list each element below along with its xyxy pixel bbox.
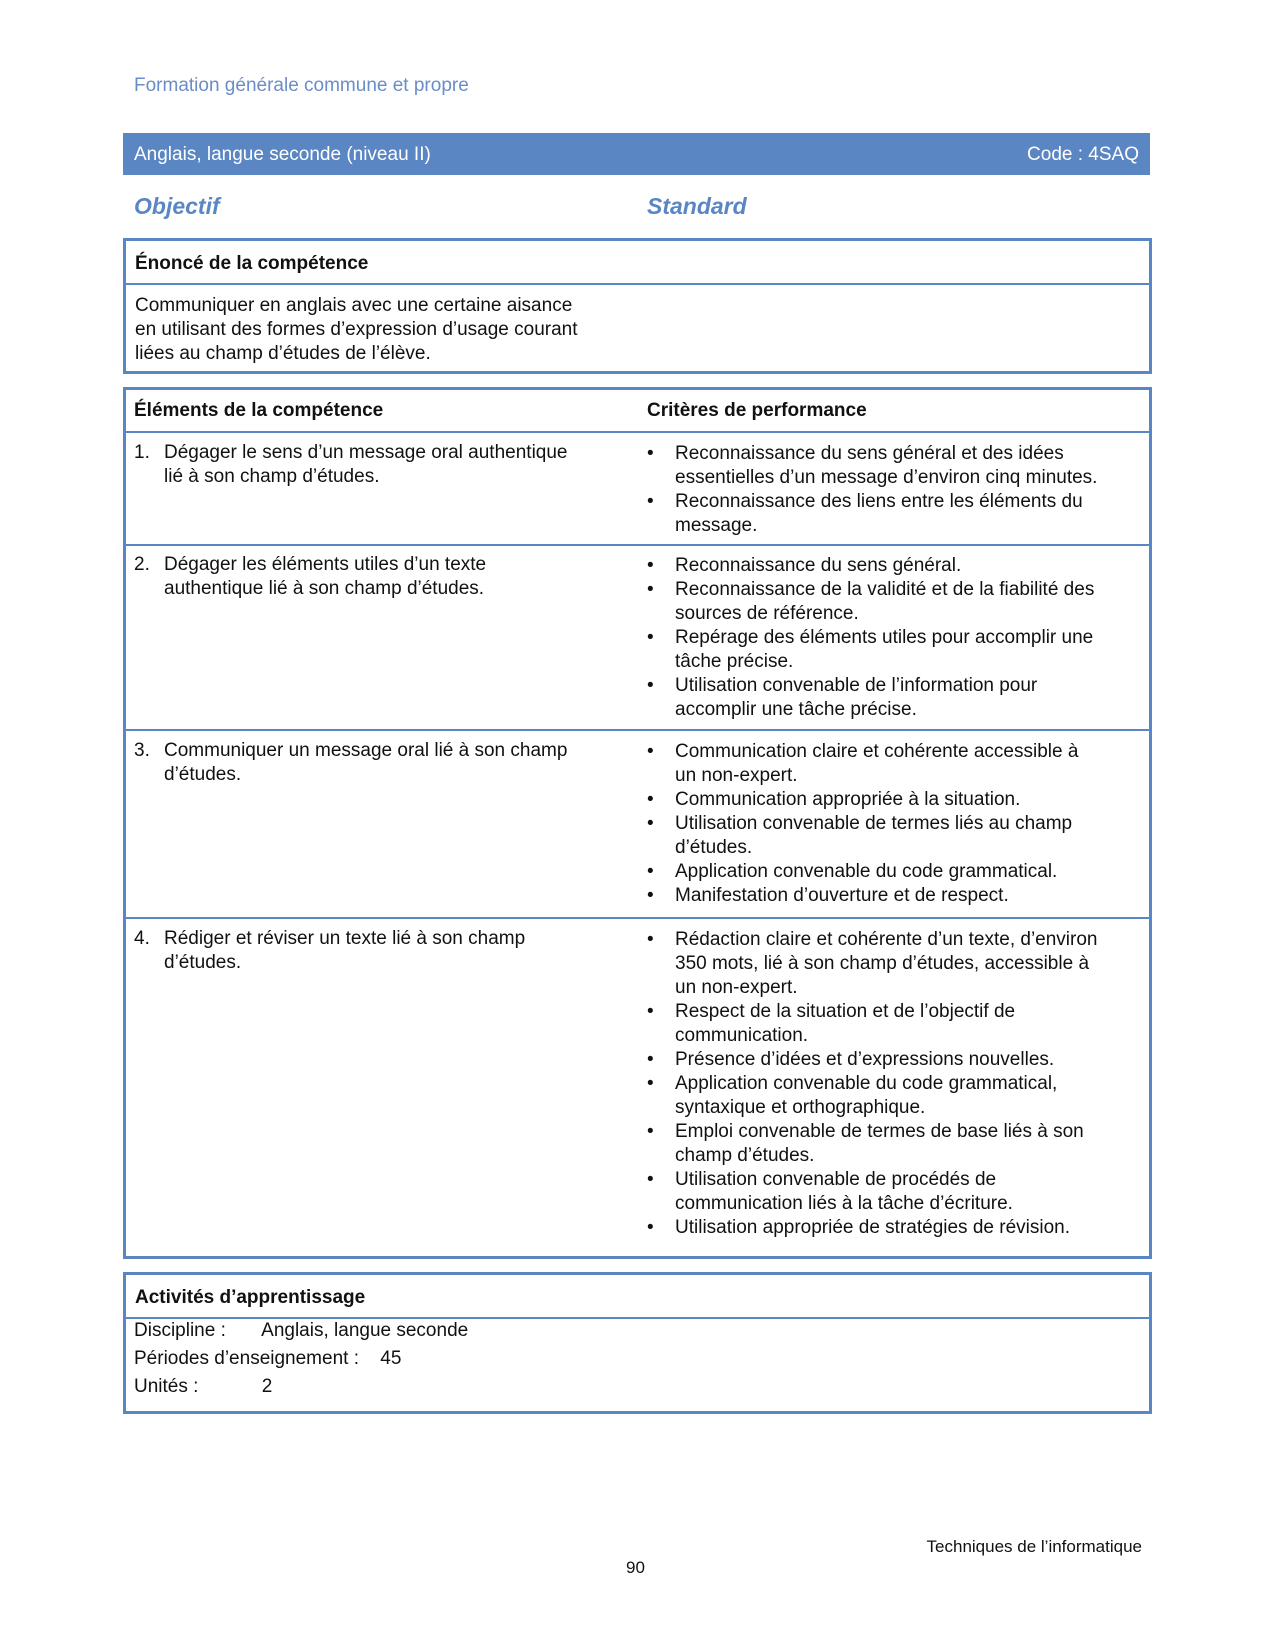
units-label: Unités : bbox=[134, 1376, 199, 1397]
standard-heading: Standard bbox=[647, 193, 747, 219]
periods-row bbox=[134, 1348, 401, 1370]
criterion-item: • Reconnaissance du sens général. bbox=[645, 554, 1143, 578]
element-line: Rédiger et réviser un texte lié à son champ bbox=[164, 928, 526, 949]
element-number: 2. bbox=[134, 554, 150, 575]
periods-label: Périodes d’enseignement : bbox=[134, 1348, 359, 1369]
units-value: 2 bbox=[261, 1376, 273, 1397]
criterion-item: • Utilisation convenable de l’information pour accomplir une tâche précise. bbox=[645, 674, 1143, 722]
element-number: 4. bbox=[134, 928, 150, 949]
element-line: Dégager le sens d’un message oral authentique bbox=[164, 442, 568, 463]
criterion-item: • Application convenable du code grammatical. bbox=[645, 860, 1143, 884]
criterion-item: • Emploi convenable de termes de base liés à son champ d’études. bbox=[645, 1120, 1143, 1168]
criterion-item: • Utilisation appropriée de stratégies de révision. bbox=[645, 1216, 1143, 1240]
element-row-2 bbox=[134, 553, 486, 601]
criterion-item: • Application convenable du code grammatical, syntaxique et orthographique. bbox=[645, 1072, 1143, 1120]
element-line: Dégager les éléments utiles d’un texte bbox=[164, 554, 487, 575]
criterion-item: • Respect de la situation et de l’objectif de communication. bbox=[645, 1000, 1143, 1048]
element-number: 1. bbox=[134, 442, 150, 463]
course-code: Code : 4SAQ bbox=[1027, 144, 1139, 165]
page-number: 90 bbox=[626, 1558, 645, 1577]
criterion-item: • Communication appropriée à la situation. bbox=[645, 788, 1143, 812]
objective-heading: Objectif bbox=[134, 193, 220, 219]
units-row bbox=[134, 1376, 272, 1398]
criteria-list-1 bbox=[645, 442, 1143, 538]
element-row-1 bbox=[134, 441, 568, 489]
criterion-item: • Manifestation d’ouverture et de respect. bbox=[645, 884, 1143, 908]
course-title-bar bbox=[123, 133, 1150, 175]
element-row-4 bbox=[134, 927, 525, 975]
elements-heading: Éléments de la compétence bbox=[134, 400, 384, 421]
statement-line: Communiquer en anglais avec une certaine aisance bbox=[135, 295, 573, 316]
criterion-item: • Utilisation convenable de procédés de communication liés à la tâche d’écriture. bbox=[645, 1168, 1143, 1216]
discipline-value: Anglais, langue seconde bbox=[261, 1320, 469, 1341]
activities-box bbox=[123, 1272, 1152, 1414]
criteria-list-3 bbox=[645, 740, 1143, 908]
element-row-3 bbox=[134, 739, 567, 787]
statement-title: Énoncé de la compétence bbox=[135, 253, 369, 274]
element-line: lié à son champ d’études. bbox=[164, 466, 380, 487]
element-line: authentique lié à son champ d’études. bbox=[164, 578, 485, 599]
criteria-list-2 bbox=[645, 554, 1143, 722]
statement-line: en utilisant des formes d’expression d’usage courant bbox=[135, 319, 578, 340]
activities-title: Activités d’apprentissage bbox=[135, 1287, 366, 1308]
criteria-list-4 bbox=[645, 928, 1143, 1240]
element-line: Communiquer un message oral lié à son champ bbox=[164, 740, 568, 761]
criterion-item: • Communication claire et cohérente accessible à un non-expert. bbox=[645, 740, 1143, 788]
statement-line: liées au champ d’études de l’élève. bbox=[135, 343, 431, 364]
discipline-row bbox=[134, 1320, 468, 1342]
criterion-item: • Reconnaissance de la validité et de la fiabilité des sources de référence. bbox=[645, 578, 1143, 626]
element-line: d’études. bbox=[164, 952, 242, 973]
criteria-heading: Critères de performance bbox=[647, 400, 867, 421]
element-line: d’études. bbox=[164, 764, 242, 785]
criterion-item: • Rédaction claire et cohérente d’un texte, d’environ 350 mots, lié à son champ d’études, accessible à un non-expert. bbox=[645, 928, 1143, 1000]
periods-value: 45 bbox=[380, 1348, 402, 1369]
section-kicker: Formation générale commune et propre bbox=[134, 75, 469, 96]
criterion-item: • Repérage des éléments utiles pour accomplir une tâche précise. bbox=[645, 626, 1143, 674]
statement-text bbox=[135, 294, 578, 366]
criterion-item: • Présence d’idées et d’expressions nouvelles. bbox=[645, 1048, 1143, 1072]
criterion-item: • Reconnaissance des liens entre les éléments du message. bbox=[645, 490, 1143, 538]
competency-statement-box bbox=[123, 238, 1152, 374]
criterion-item: • Utilisation convenable de termes liés au champ d’études. bbox=[645, 812, 1143, 860]
discipline-label: Discipline : bbox=[134, 1320, 226, 1341]
footer-program: Techniques de l’informatique bbox=[926, 1537, 1142, 1556]
element-number: 3. bbox=[134, 740, 150, 761]
criterion-item: • Reconnaissance du sens général et des idées essentielles d’un message d’environ cinq minutes. bbox=[645, 442, 1143, 490]
course-title: Anglais, langue seconde (niveau II) bbox=[134, 144, 431, 165]
